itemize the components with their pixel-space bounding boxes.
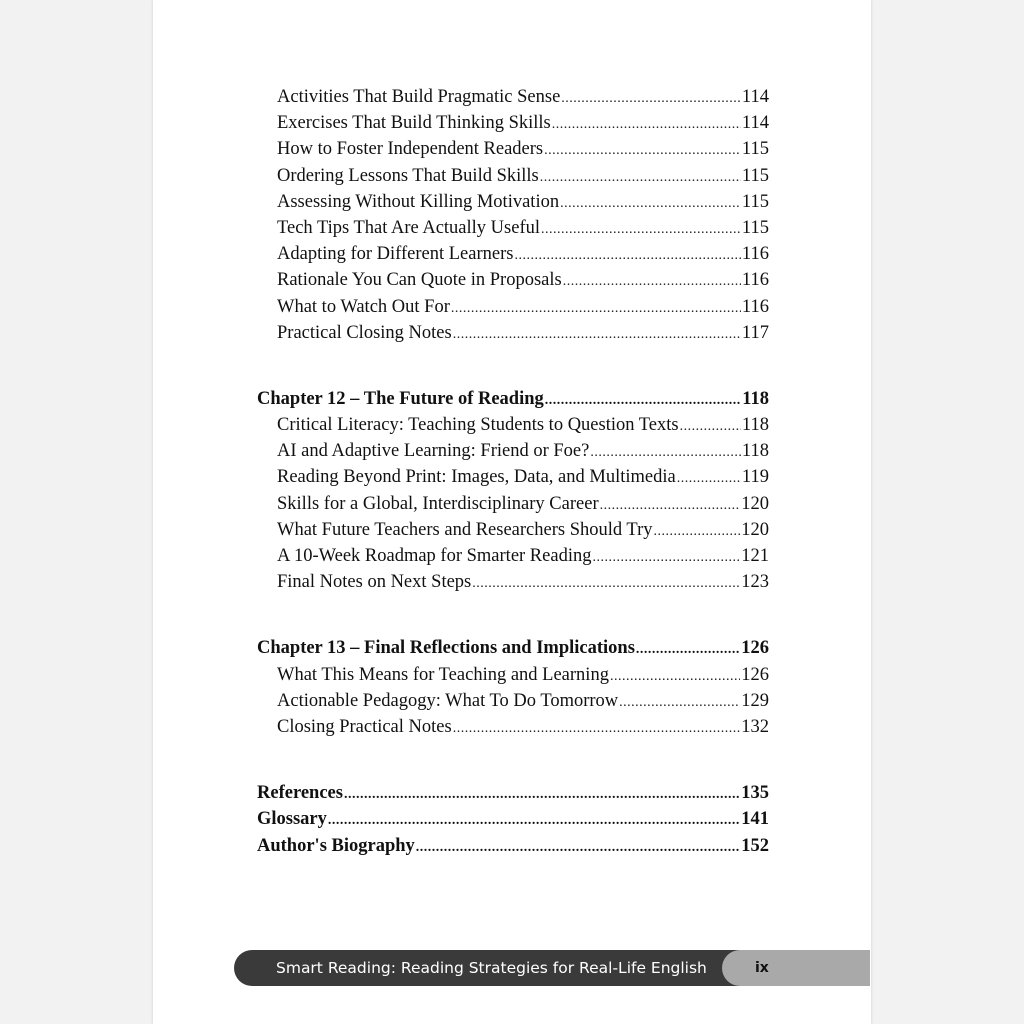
toc-entry-title: How to Foster Independent Readers xyxy=(277,139,544,160)
toc-entry-title: Assessing Without Killing Motivation xyxy=(277,191,560,212)
dot-leader xyxy=(619,690,740,716)
dot-leader xyxy=(453,322,741,348)
toc-entry[interactable] xyxy=(257,714,769,740)
dot-leader xyxy=(636,637,740,663)
dot-leader xyxy=(416,835,740,861)
toc-entry-title: What to Watch Out For xyxy=(277,296,450,317)
dot-leader xyxy=(653,519,740,545)
toc-entry-title: Activities That Build Pragmatic Sense xyxy=(277,87,561,107)
toc-entry-title: What This Means for Teaching and Learning xyxy=(277,664,609,685)
toc-entry-title: Closing Practical Notes xyxy=(277,716,452,737)
dot-leader xyxy=(561,86,741,112)
dot-leader xyxy=(677,466,741,492)
toc-entry-page: 118 xyxy=(741,415,769,436)
back-matter-page: 152 xyxy=(741,835,769,856)
toc-entry[interactable] xyxy=(257,438,769,464)
toc-entry[interactable] xyxy=(257,241,769,267)
toc-entry[interactable] xyxy=(257,136,769,162)
toc-entry[interactable] xyxy=(257,189,769,215)
toc-entry[interactable] xyxy=(257,84,769,110)
back-matter-title: References xyxy=(257,783,343,804)
toc-entry-title: Skills for a Global, Interdisciplinary Career xyxy=(277,493,599,514)
toc-entry-page: 117 xyxy=(741,322,769,343)
toc-entry[interactable] xyxy=(257,215,769,241)
dot-leader xyxy=(592,545,740,571)
chapter-title: Chapter 13 – Final Reflections and Implications xyxy=(257,638,635,659)
toc-entry-title: AI and Adaptive Learning: Friend or Foe? xyxy=(277,441,590,462)
toc-author-biography[interactable] xyxy=(257,833,769,859)
toc-entry-page: 115 xyxy=(741,165,769,186)
toc-entry-page: 115 xyxy=(741,139,769,160)
toc-entry-title: A 10-Week Roadmap for Smarter Reading xyxy=(277,546,592,566)
toc-entry-page: 121 xyxy=(741,546,769,566)
toc-entry-page: 116 xyxy=(741,270,769,291)
toc-entry-page: 118 xyxy=(741,441,769,462)
toc-entry-page: 120 xyxy=(741,519,769,540)
dot-leader xyxy=(453,716,741,742)
dot-leader xyxy=(680,414,741,440)
chapter-page: 126 xyxy=(741,638,769,659)
toc-entry[interactable] xyxy=(257,294,769,320)
toc-entry-title: What Future Teachers and Researchers Should Try xyxy=(277,519,653,540)
toc-entry-page: 123 xyxy=(741,572,769,593)
dot-leader xyxy=(545,388,741,414)
dot-leader xyxy=(590,440,741,466)
toc-entry-page: 115 xyxy=(741,217,769,238)
toc-entry-page: 129 xyxy=(741,690,769,711)
toc-entry[interactable] xyxy=(257,464,769,490)
toc-entry-page: 114 xyxy=(741,87,769,107)
toc-entry-title: Adapting for Different Learners xyxy=(277,244,514,265)
dot-leader xyxy=(600,493,741,519)
dot-leader xyxy=(514,243,740,269)
toc-entry-page: 132 xyxy=(741,716,769,737)
toc-entry-title: Rationale You Can Quote in Proposals xyxy=(277,270,562,291)
toc-entry-title: Actionable Pedagogy: What To Do Tomorrow xyxy=(277,690,619,711)
toc-entry-page: 120 xyxy=(741,493,769,514)
back-matter-page: 141 xyxy=(741,809,769,830)
dot-leader xyxy=(344,782,740,808)
back-matter-title: Author's Biography xyxy=(257,835,415,856)
toc-entry-title: Critical Literacy: Teaching Students to Question Texts xyxy=(277,415,679,436)
dot-leader xyxy=(544,138,741,164)
dot-leader xyxy=(451,296,741,322)
toc-entry-page: 114 xyxy=(741,113,769,134)
toc-entry[interactable] xyxy=(257,543,769,569)
toc-entry-page: 126 xyxy=(741,664,769,685)
toc-entry-title: Practical Closing Notes xyxy=(277,322,452,343)
toc-chapter-12[interactable] xyxy=(257,386,769,412)
dot-leader xyxy=(610,664,740,690)
dot-leader xyxy=(563,269,741,295)
toc-entry[interactable] xyxy=(257,110,769,136)
footer-book-title: Smart Reading: Reading Strategies for Real-Life English xyxy=(276,959,707,977)
dot-leader xyxy=(540,165,741,191)
toc-entry[interactable] xyxy=(257,569,769,595)
toc-entry-page: 119 xyxy=(741,467,769,488)
footer-page-tab xyxy=(722,950,870,986)
toc-references[interactable] xyxy=(257,780,769,806)
dot-leader xyxy=(541,217,741,243)
toc-entry[interactable] xyxy=(257,412,769,438)
chapter-page: 118 xyxy=(742,388,769,409)
toc-entry[interactable] xyxy=(257,267,769,293)
footer-page-number: ix xyxy=(755,960,769,976)
dot-leader xyxy=(328,808,740,834)
toc-entry-title: Final Notes on Next Steps xyxy=(277,572,472,593)
back-matter-title: Glossary xyxy=(257,809,327,830)
toc-chapter-13[interactable] xyxy=(257,635,769,661)
toc-entry[interactable] xyxy=(257,688,769,714)
toc-entry-title: Reading Beyond Print: Images, Data, and Multimedia xyxy=(277,467,676,488)
toc-entry[interactable] xyxy=(257,163,769,189)
chapter-title: Chapter 12 – The Future of Reading xyxy=(257,388,544,409)
toc-entry-page: 116 xyxy=(741,244,769,265)
toc-entry[interactable] xyxy=(257,517,769,543)
toc-entry-page: 116 xyxy=(741,296,769,317)
dot-leader xyxy=(552,112,741,138)
toc-entry-title: Ordering Lessons That Build Skills xyxy=(277,165,539,186)
toc-entry[interactable] xyxy=(257,662,769,688)
back-matter-page: 135 xyxy=(741,783,769,804)
toc-entry-page: 115 xyxy=(741,191,769,212)
toc-entry[interactable] xyxy=(257,320,769,346)
toc-entry-title: Exercises That Build Thinking Skills xyxy=(277,113,551,134)
dot-leader xyxy=(560,191,741,217)
table-of-contents xyxy=(257,84,769,859)
toc-entry-title: Tech Tips That Are Actually Useful xyxy=(277,217,540,238)
toc-entry[interactable] xyxy=(257,491,769,517)
toc-glossary[interactable] xyxy=(257,806,769,832)
dot-leader xyxy=(472,571,740,597)
